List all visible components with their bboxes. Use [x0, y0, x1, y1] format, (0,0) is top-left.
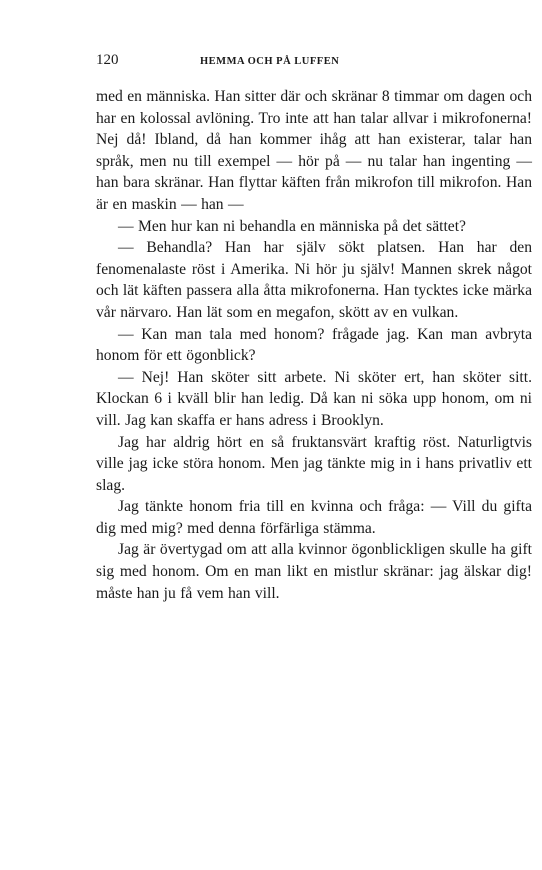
paragraph-7: Jag tänkte honom fria till en kvinna och fråga: — Vill du gifta dig med mig? med denna förfärliga stämma. [96, 498, 532, 537]
page-number: 120 [96, 52, 119, 68]
paragraph-1: med en människa. Han sitter där och skränar 8 timmar om dagen och har en kolossal avlöning. Tro inte att han talar allvar i mikrofonerna! Nej då! Ibland, då han kommer ihåg att han existerar, talar han språk, men nu till exempel — hör på — nu talar han ingenting — han bara skränar. Han flyttar käften från mikrofon till mikrofon. Han är en maskin — han — [96, 88, 532, 213]
paragraph-3: — Behandla? Han har själv sökt platsen. Han har den fenomenalaste röst i Amerika. Ni hör ju själv! Mannen skrek något och lät käften passera alla åtta mikrofonerna. Han tycktes icke märka vår närvaro. Han lät som en megafon, skött av en vulkan. [96, 239, 532, 321]
page-header [96, 52, 532, 74]
paragraph-5: — Nej! Han sköter sitt arbete. Ni sköter ert, han sköter sitt. Klockan 6 i kväll blir han ledig. Då kan ni söka upp honom, om ni vill. Jag kan skaffa er hans adress i Brooklyn. [96, 368, 532, 429]
paragraph-6: Jag har aldrig hört en så fruktansvärt kraftig röst. Naturligtvis ville jag icke störa honom. Men jag tänkte mig in i hans privatliv ett slag. [96, 433, 532, 494]
running-head: HEMMA OCH PÅ LUFFEN [200, 56, 340, 67]
paragraph-4: — Kan man tala med honom? frågade jag. Kan man avbryta honom för ett ögonblick? [96, 325, 532, 365]
book-page [96, 52, 532, 604]
paragraph-2: — Men hur kan ni behandla en människa på det sättet? [118, 217, 466, 235]
paragraph-8: Jag är övertygad om att alla kvinnor ögonblickligen skulle ha gift sig med honom. Om en man likt en mistlur skränar: jag älskar dig! måste han ju få vem han vill. [96, 541, 532, 602]
body-text [96, 86, 532, 604]
